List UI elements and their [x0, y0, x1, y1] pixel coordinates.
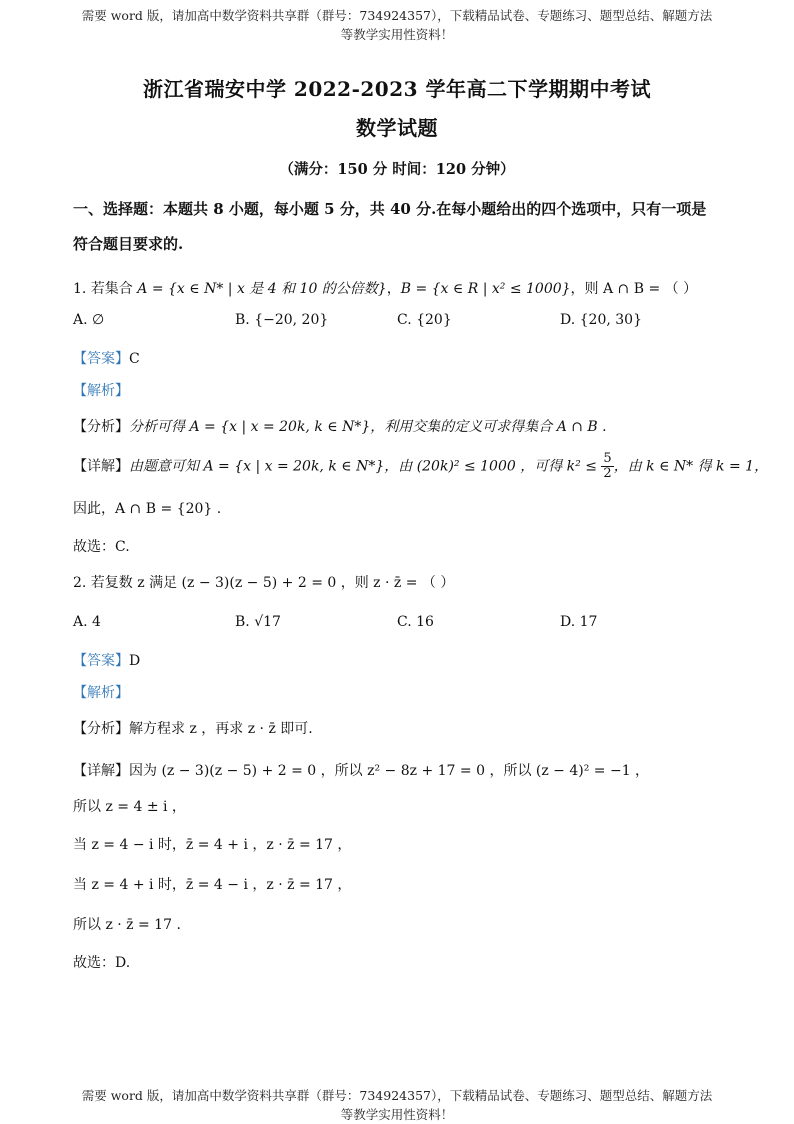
q1-choice: 故选：C.: [73, 539, 130, 555]
exam-title: 浙江省瑞安中学 2022-2023 学年高二下学期期中考试: [142, 77, 652, 101]
q2-option-d: D. 17: [560, 614, 598, 630]
q2-option-b: B. √17: [235, 614, 281, 630]
q1-set-b: B = {x ∈ R | x² ≤ 1000}: [400, 281, 571, 297]
q2-xiangjie-line: [73, 760, 649, 780]
q1-fenxi-tag: 【分析】: [73, 419, 129, 435]
q2-option-a: A. 4: [73, 614, 101, 630]
score-time-line: （满分：150 分 时间：120 分钟）: [279, 161, 515, 178]
q1-xiangjie-tag: 【详解】: [73, 458, 129, 475]
q2-step-3: 当 z = 4 + i 时，z̄ = 4 − i ，z · z̄ = 17 ，: [73, 877, 352, 893]
q1-suffix: ，则 A ∩ B = （ ）: [570, 281, 698, 297]
q1-prefix: 1. 若集合: [73, 281, 138, 297]
q2-step-1: 所以 z = 4 ± i ，: [73, 799, 186, 815]
question-2-stem: 2. 若复数 z 满足 (z − 3)(z − 5) + 2 = 0 ，则 z · z̄ = （ ）: [73, 575, 455, 591]
q2-option-c: C. 16: [397, 614, 434, 630]
q1-option-c: C. {20}: [397, 312, 452, 328]
footer-line-2: 等教学实用性资料！: [340, 1107, 454, 1122]
question-1-stem: [73, 278, 697, 298]
page-footer: [60, 1086, 734, 1124]
q1-answer: C: [129, 351, 140, 367]
q2-fenxi-tag: 【分析】: [73, 721, 129, 737]
q2-step-2: 当 z = 4 − i 时，z̄ = 4 + i ，z · z̄ = 17 ，: [73, 837, 352, 853]
q1-answer-line: [73, 348, 140, 368]
q1-option-b: B. {−20, 20}: [235, 312, 329, 328]
q2-answer-tag: 【答案】: [73, 653, 129, 669]
q2-fenxi-text: 解方程求 z ，再求 z · z̄ 即可.: [129, 721, 313, 737]
q1-frac-num: 5: [603, 451, 612, 466]
section-heading-line-2: 符合题目要求的.: [73, 235, 184, 253]
q1-option-d: D. {20, 30}: [560, 312, 642, 328]
q1-mid: ，: [386, 281, 401, 297]
q2-answer-line: [73, 650, 140, 670]
page-header: [60, 6, 734, 44]
q2-step-4: 所以 z · z̄ = 17 .: [73, 917, 181, 933]
q2-choice: 故选：D.: [73, 955, 131, 971]
q1-xiangjie-b: ，由 k ∈ N* 得 k = 1，: [613, 458, 769, 475]
q2-answer: D: [129, 653, 141, 669]
q1-analysis-tag: 【解析】: [73, 383, 129, 399]
q2-analysis-tag: 【解析】: [73, 685, 129, 701]
q1-fenxi-line: [73, 416, 607, 436]
q2-xiangjie-tag: 【详解】: [73, 763, 129, 779]
q1-fraction: [601, 452, 613, 481]
header-line-2: 等教学实用性资料！: [340, 27, 454, 42]
q2-xiangjie-text: 因为 (z − 3)(z − 5) + 2 = 0 ，所以 z² − 8z + 17 = 0 ，所以 (z − 4)² = −1 ，: [129, 763, 650, 779]
footer-line-1: 需要 word 版，请加高中数学资料共享群（群号：734924357），下载精品试卷、专题练习、题型总结、解题方法: [81, 1088, 713, 1103]
q1-fenxi-text: 分析可得 A = {x | x = 20k, k ∈ N*}，利用交集的定义可求得集合 A ∩ B .: [129, 419, 607, 435]
q2-fenxi-line: [73, 718, 313, 738]
q1-set-a: A = {x ∈ N* | x 是 4 和 10 的公倍数}: [137, 281, 387, 297]
q1-option-a: A. ∅: [73, 312, 105, 328]
q1-xiangjie-a: 由题意可知 A = {x | x = 20k, k ∈ N*}，由 (20k)² ≤ 1000 ，可得 k² ≤: [129, 458, 602, 475]
q1-therefore: 因此，A ∩ B = {20} .: [73, 501, 222, 517]
header-line-1: 需要 word 版，请加高中数学资料共享群（群号：734924357），下载精品试卷、专题练习、题型总结、解题方法: [81, 8, 713, 23]
section-heading-line-1: 一、选择题：本题共 8 小题，每小题 5 分，共 40 分.在每小题给出的四个选项中，只有一项是: [73, 200, 707, 218]
exam-subtitle: 数学试题: [356, 116, 438, 140]
q1-answer-tag: 【答案】: [73, 351, 129, 367]
q1-xiangjie-line: [73, 452, 768, 481]
q1-frac-den: 2: [603, 466, 612, 481]
